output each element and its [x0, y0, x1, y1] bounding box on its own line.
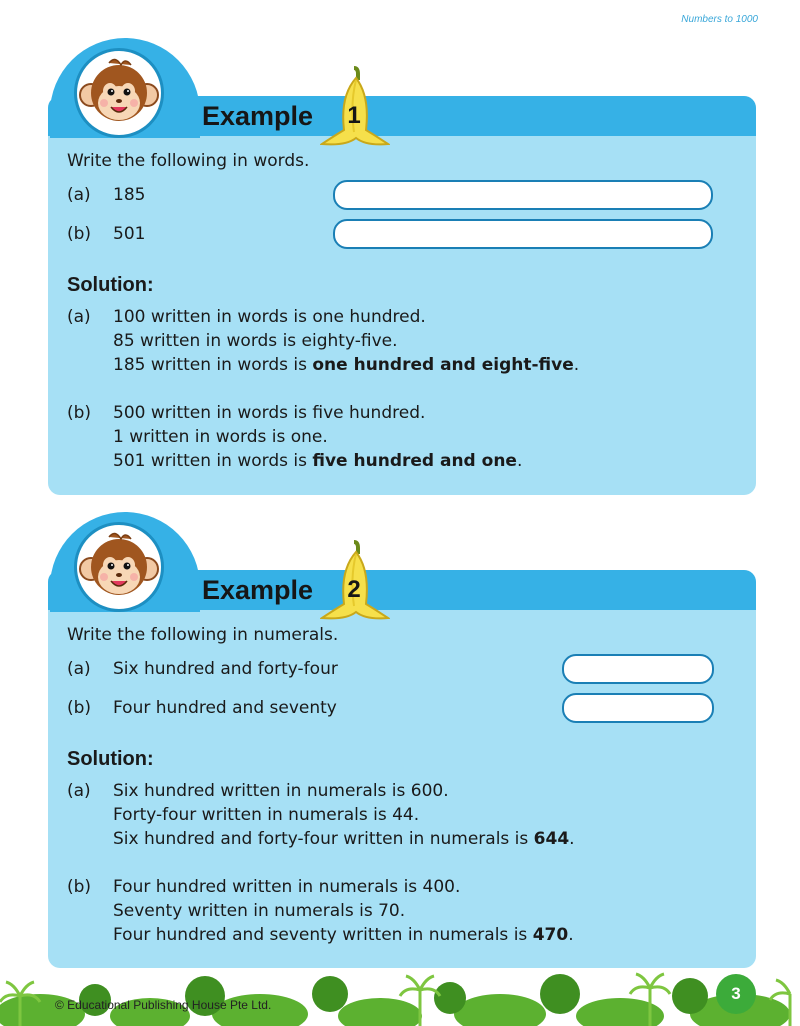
solution-line-text: 185 written in words is [113, 355, 313, 375]
answer-box[interactable] [333, 219, 713, 249]
solution-label: (b) [67, 877, 92, 897]
question-label: (b) [67, 698, 92, 718]
example-number: 2 [347, 576, 361, 603]
question-text: Six hundred and forty-four [113, 659, 338, 679]
solution-line-tail: . [516, 451, 523, 471]
question-row [67, 654, 742, 693]
solution-label: (b) [67, 403, 92, 423]
question-label: (a) [67, 659, 91, 679]
monkey-mascot-icon [74, 522, 164, 612]
answer-box[interactable] [333, 180, 713, 210]
solution-line: 1 written in words is one. [113, 427, 328, 447]
page-footer [0, 964, 800, 1026]
solution-line [113, 449, 742, 473]
solution-heading: Solution: [67, 274, 154, 296]
example-card-1 [48, 96, 756, 495]
solution-line [113, 827, 742, 851]
solution-label: (a) [67, 781, 91, 801]
solution-line: 500 written in words is five hundred. [113, 403, 426, 423]
example-title: Example [202, 575, 314, 605]
solution-line [113, 923, 742, 947]
solution-line: Four hundred written in numerals is 400. [113, 877, 461, 897]
solution-line-tail: . [569, 829, 575, 849]
answer-box[interactable] [562, 693, 714, 723]
question-row [67, 693, 742, 732]
example-card-2 [48, 570, 756, 968]
page-number-badge: 3 [716, 974, 756, 1014]
solution-answer: five hundred and one [312, 451, 517, 471]
example-title: Example [202, 101, 314, 131]
solution-answer: one hundred and eight-five [312, 355, 574, 375]
solution-line-text: Six hundred and forty-four written in numerals is [113, 829, 534, 849]
answer-box[interactable] [562, 654, 714, 684]
palm-tree-icon [0, 964, 800, 1026]
solution-line-text: Four hundred and seventy written in numerals is [113, 925, 533, 945]
solution-line-tail: . [573, 355, 580, 375]
solution-line: Six hundred written in numerals is 600. [113, 781, 449, 801]
question-row [67, 219, 742, 258]
example-prompt: Write the following in numerals. [67, 625, 339, 645]
solution-answer: 470 [532, 925, 569, 945]
solution-line: 85 written in words is eighty-five. [113, 331, 398, 351]
example-number: 1 [347, 102, 361, 129]
solution-group [67, 401, 742, 473]
solution-group [67, 875, 742, 947]
solution-line: Seventy written in numerals is 70. [113, 901, 406, 921]
solution-group [67, 779, 742, 851]
solution-line: Forty-four written in numerals is 44. [113, 805, 420, 825]
solution-heading: Solution: [67, 748, 154, 770]
question-text: 185 [113, 185, 146, 205]
solution-line-tail: . [568, 925, 574, 945]
question-label: (a) [67, 185, 91, 205]
solution-answer: 644 [533, 829, 570, 849]
running-head: Numbers to 1000 [681, 14, 758, 25]
question-text: Four hundred and seventy [113, 698, 337, 718]
monkey-mascot-icon [74, 48, 164, 138]
example-body [67, 622, 742, 971]
solution-line-text: 501 written in words is [113, 451, 313, 471]
copyright: © Educational Publishing House Pte Ltd. [55, 998, 272, 1012]
question-row [67, 180, 742, 219]
question-text: 501 [113, 224, 146, 244]
solution-label: (a) [67, 307, 91, 327]
example-body [67, 148, 742, 497]
solution-group [67, 305, 742, 377]
example-prompt: Write the following in words. [67, 151, 310, 171]
question-label: (b) [67, 224, 92, 244]
solution-line [113, 353, 742, 377]
solution-line: 100 written in words is one hundred. [113, 307, 426, 327]
